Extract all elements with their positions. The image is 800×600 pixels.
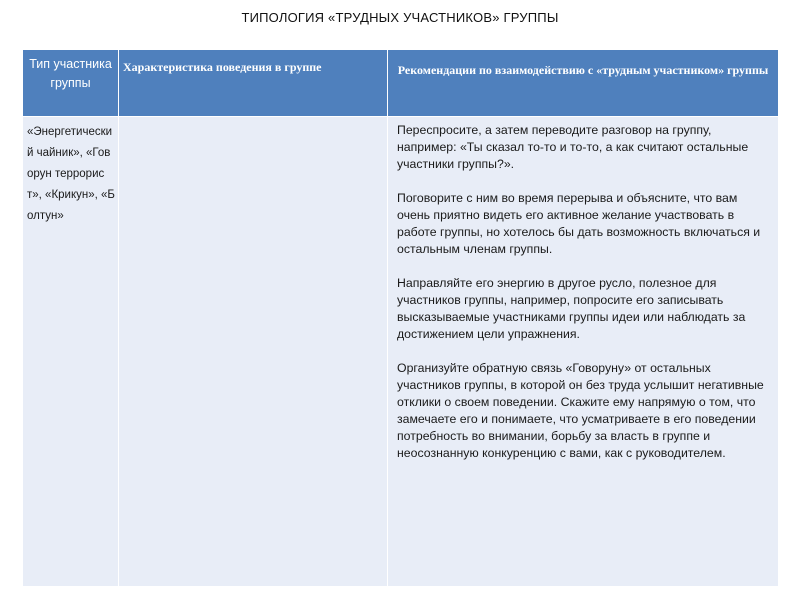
recommendation-paragraph: Организуйте обратную связь «Говоруну» от остальных участников группы, в которой он без труда услышит негативные отклики о своем поведении. Скажите ему напрямую о том, что замечаете его и понимаете, что усматриваете в его поведении потребность во внимании, борьбу за власть в группе и неосознанную конкуренцию с вами, как с руководителем. [397,361,764,460]
table-body [23,117,779,587]
cell-recommendations [388,117,779,587]
recommendation-paragraph: Переспросите, а затем переводите разговор на группу, например: «Ты сказал то-то и то-то, а как считают остальные участники группы?». [397,123,749,171]
header-behavior: Характеристика поведения в группе [119,50,388,117]
recommendation-paragraph: Поговорите с ним во время перерыва и объясните, что вам очень приятно видеть его активное желание участвовать в работе группы, но хотелось бы дать возможность включаться и остальным членам группы. [397,191,761,256]
typology-table [22,49,779,587]
recommendation-paragraph: Направляйте его энергию в другое русло, полезное для участников группы, например, попросите его записывать высказываемые участниками группы идеи или наблюдать за достижением цели упражнения. [397,276,746,341]
page-title: ТИПОЛОГИЯ «ТРУДНЫХ УЧАСТНИКОВ» ГРУППЫ [241,10,559,25]
table-header [23,50,779,117]
header-type: Тип участника группы [23,50,119,117]
header-recommendations: Рекомендации по взаимодействию с «трудным участником» группы [388,50,779,117]
cell-participant-type: «Энергетический чайник», «Говорун террорист», «Крикун», «Болтун» [23,117,119,587]
table-row [23,117,779,587]
cell-behavior [119,117,388,587]
header-row [23,50,779,117]
